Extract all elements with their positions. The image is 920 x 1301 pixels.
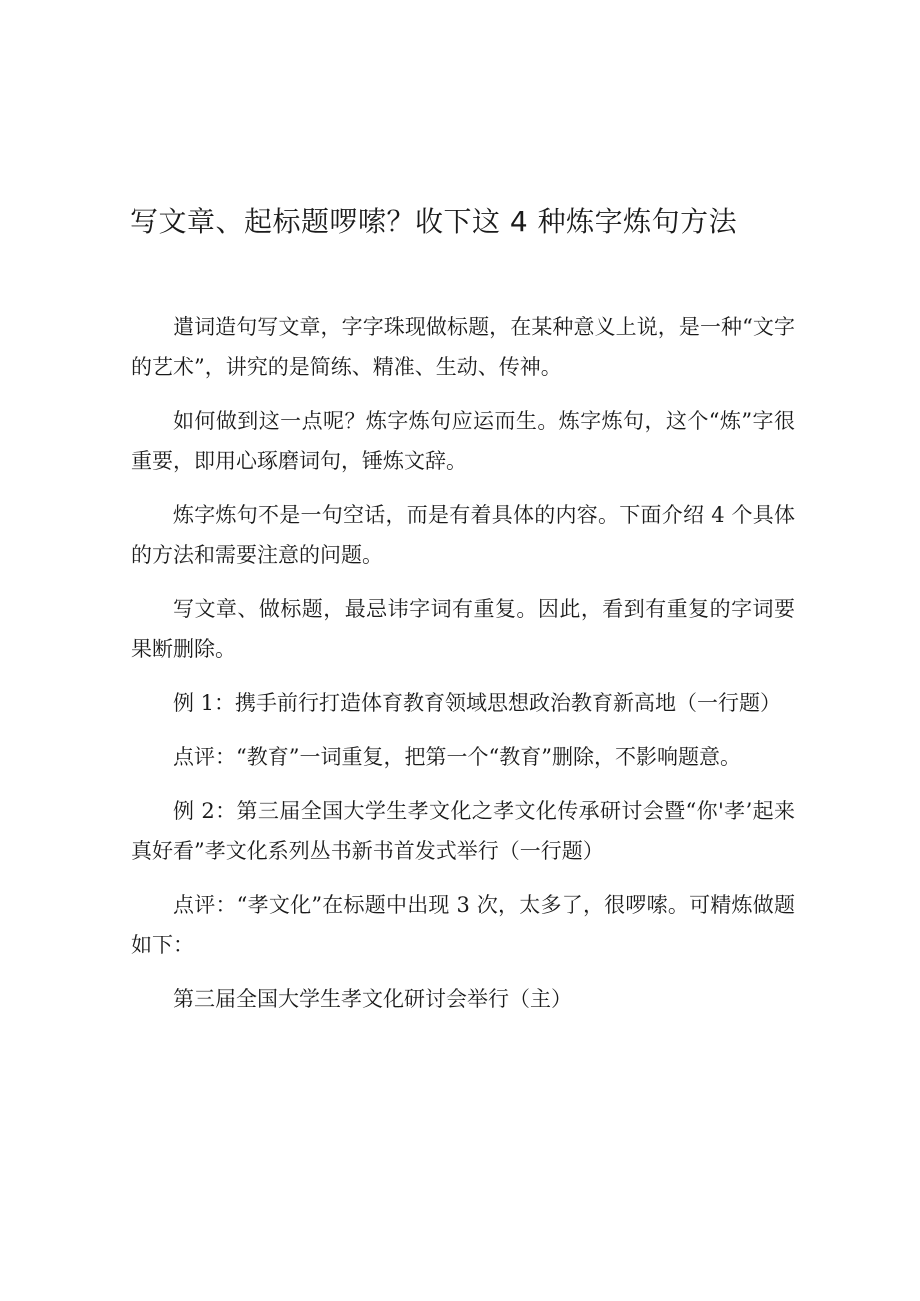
paragraph-comment-1: 点评：“教育”一词重复，把第一个“教育”删除，不影响题意。: [173, 745, 741, 769]
paragraph-comment-2: 点评：“孝文化”在标题中出现 3 次，太多了，很啰嗦。可精炼做题如下：: [131, 893, 795, 957]
paragraph-example-2: 例 2：第三届全国大学生孝文化之孝文化传承研讨会暨“你'孝’起来真好看”孝文化系列丛书新书首发式举行（一行题）: [131, 799, 795, 863]
paragraph-revised-title: 第三届全国大学生孝文化研讨会举行（主）: [173, 987, 572, 1011]
paragraph-how: 如何做到这一点呢？炼字炼句应运而生。炼字炼句，这个“炼”字很重要，即用心琢磨词句，锤炼文辞。: [131, 409, 795, 473]
paragraph-avoid-repetition: 写文章、做标题，最忌讳字词有重复。因此，看到有重复的字词要果断删除。: [131, 597, 795, 661]
paragraph-intro: 遣词造句写文章，字字珠现做标题，在某种意义上说，是一种“文字的艺术”，讲究的是简练、精准、生动、传神。: [131, 315, 795, 379]
article-title: 写文章、起标题啰嗦？收下这 4 种炼字炼句方法: [130, 205, 738, 238]
paragraph-methods: 炼字炼句不是一句空话，而是有着具体的内容。下面介绍 4 个具体的方法和需要注意的问题。: [131, 503, 795, 567]
article-body: [131, 307, 795, 1033]
paragraph-example-1: 例 1：携手前行打造体育教育领域思想政治教育新高地（一行题）: [173, 691, 782, 715]
